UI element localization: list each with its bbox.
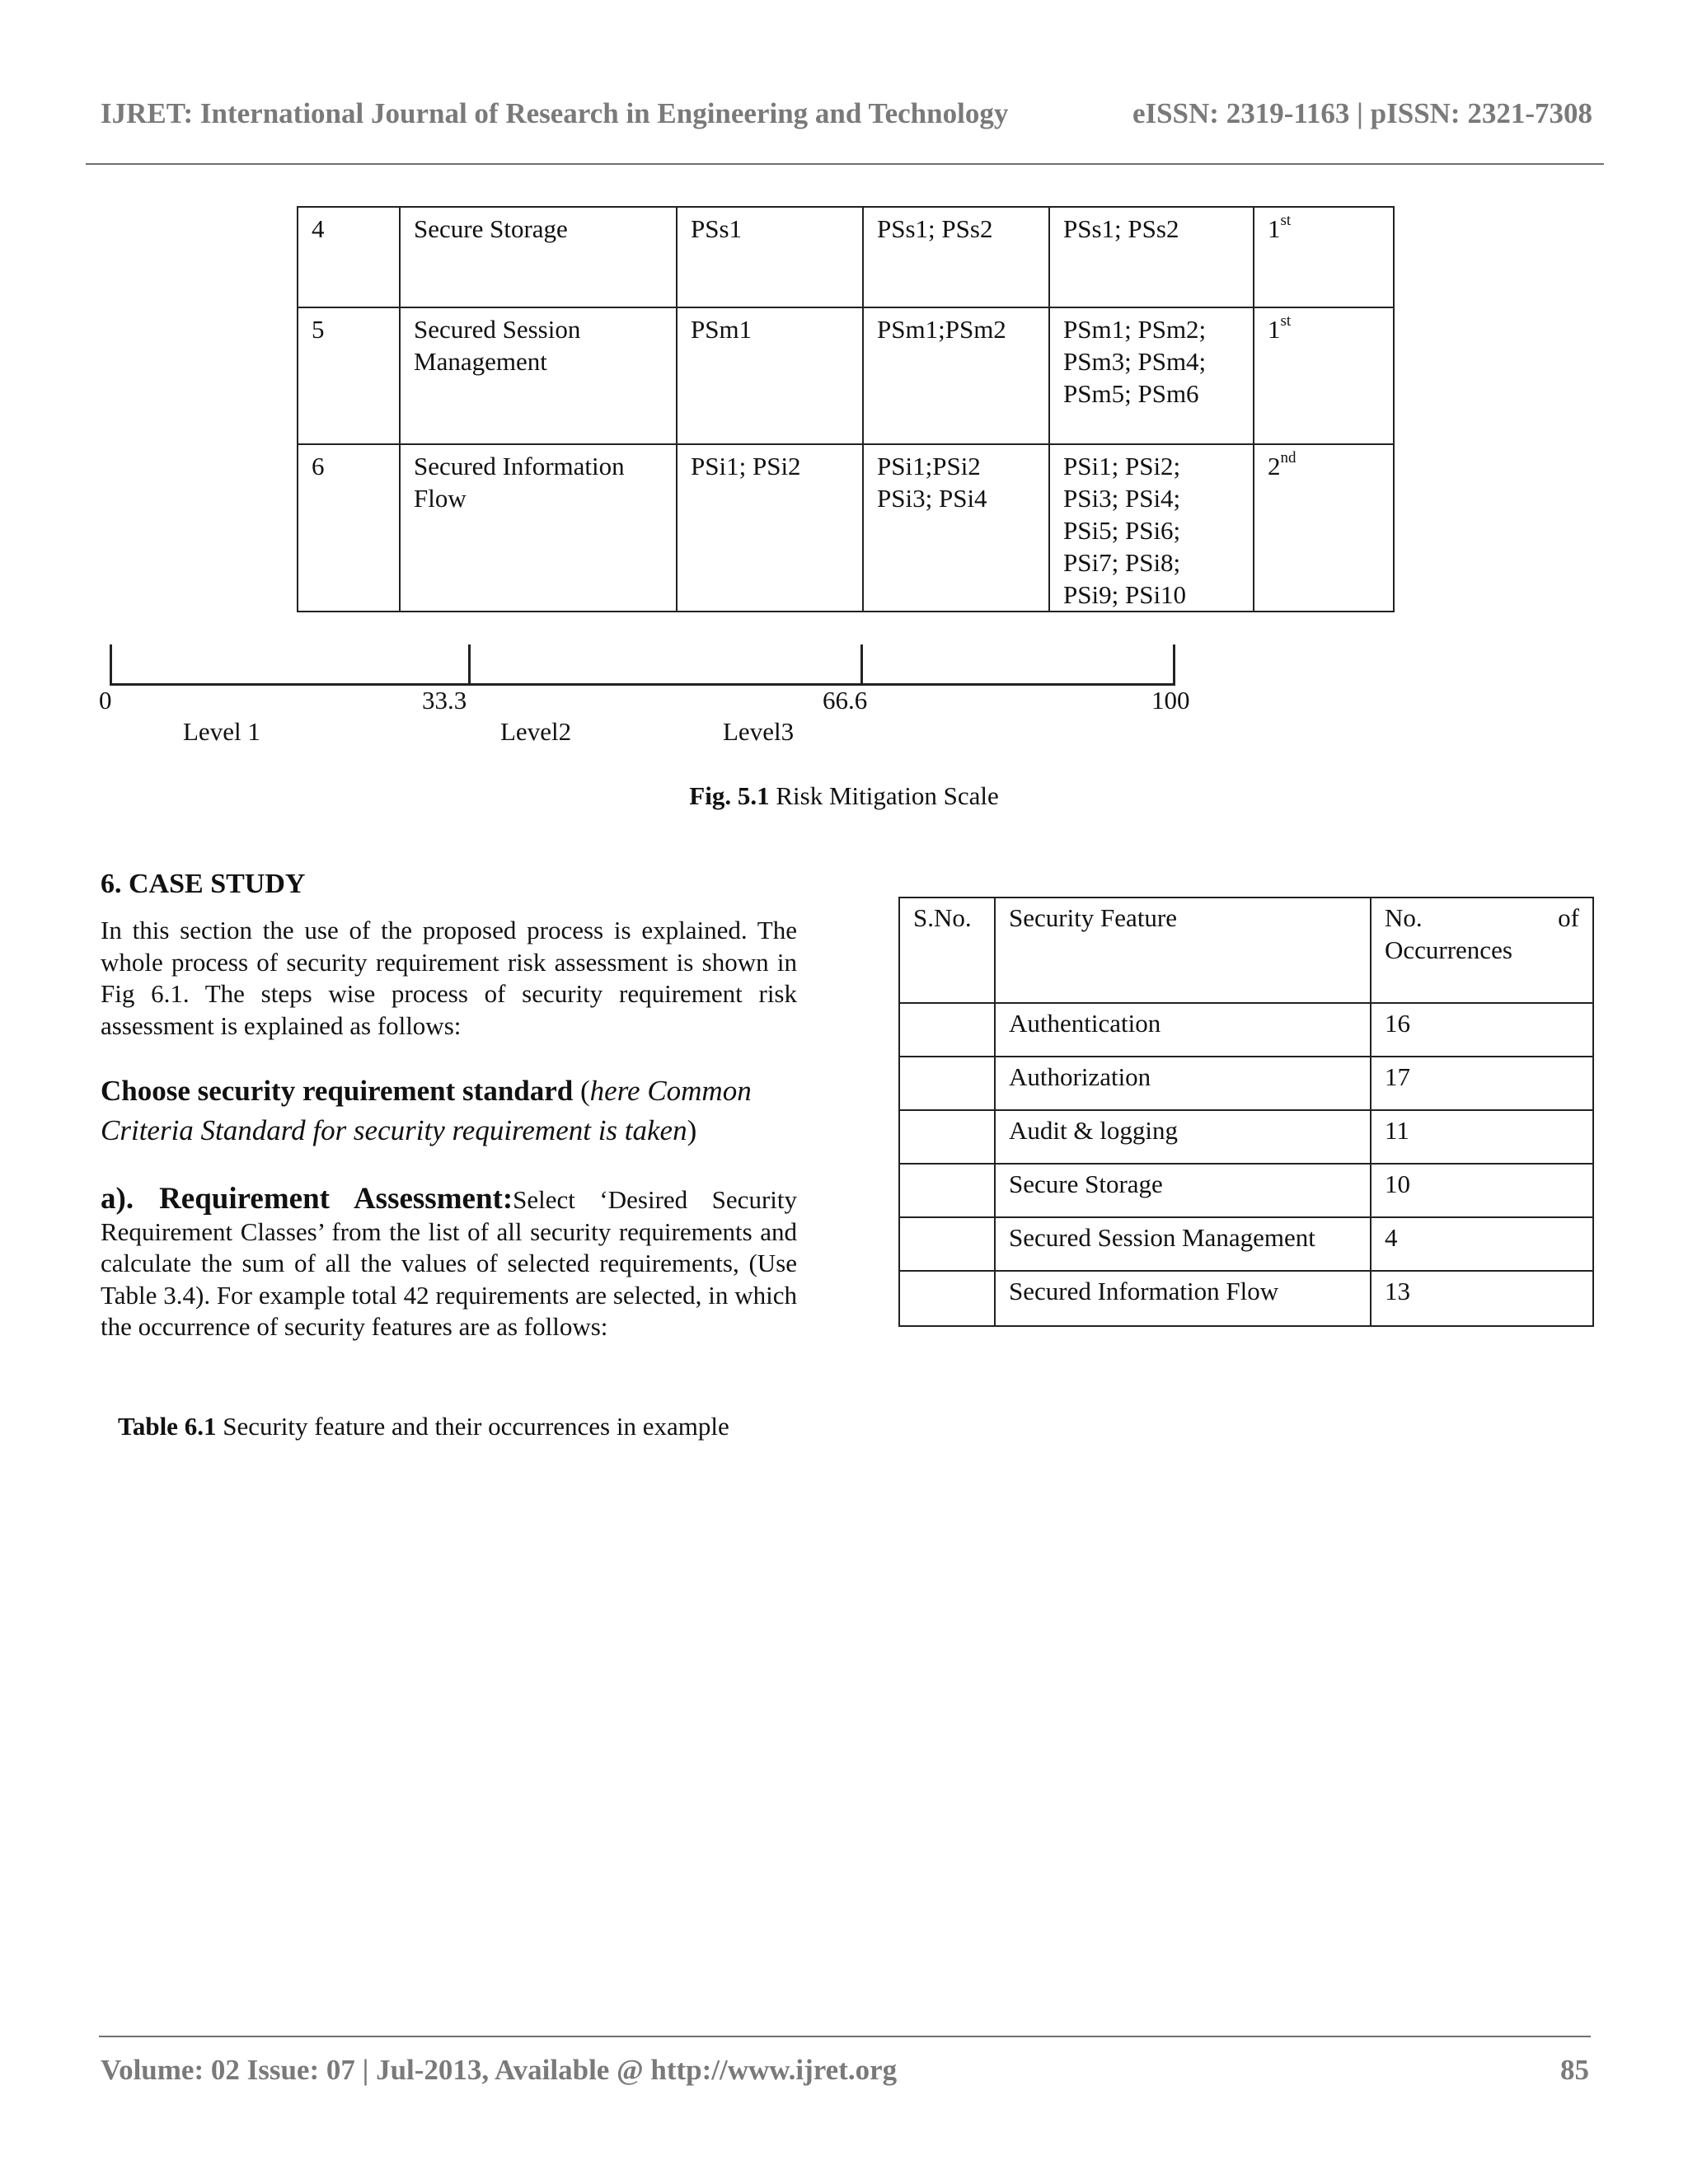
sno-cell — [899, 1110, 995, 1164]
scale-label: 0 — [99, 686, 112, 715]
table-row — [298, 207, 1394, 307]
standard-heading: Choose security requirement standard (here Common Criteria Standard for security requirement is taken) — [101, 1075, 752, 1146]
feature-cell: Secure Storage — [400, 207, 677, 307]
standard-italic: here Common Criteria Standard for security requirement is taken — [101, 1075, 752, 1146]
scale-tick — [860, 644, 863, 686]
scale-tick — [1173, 644, 1175, 686]
standard-bold: Choose security requirement standard — [101, 1075, 574, 1107]
table-row — [899, 1057, 1593, 1110]
count-cell: 13 — [1371, 1271, 1593, 1326]
occurrence-table — [898, 897, 1594, 1327]
rank-suffix: st — [1280, 312, 1292, 330]
table-row — [899, 1217, 1593, 1271]
table-row — [899, 1164, 1593, 1217]
count-cell: 16 — [1371, 1003, 1593, 1057]
scale-label: 100 — [1151, 686, 1190, 715]
level2-cell: PSs1; PSs2 — [863, 207, 1049, 307]
requirement-heading: a). Requirement Assessment: — [101, 1182, 513, 1216]
requirement-paragraph — [101, 1183, 797, 1343]
scale-tick — [468, 644, 471, 686]
level3-cell: PSi1; PSi2; PSi3; PSi4; PSi5; PSi6; PSi7; PSi8; PSi9; PSi10 — [1049, 444, 1254, 612]
table-caption-text: Security feature and their occurrences in example — [216, 1412, 729, 1441]
level1-cell: PSs1 — [677, 207, 863, 307]
scale-tick — [110, 644, 112, 686]
table-row — [899, 1003, 1593, 1057]
level2-cell: PSi1;PSi2 PSi3; PSi4 — [863, 444, 1049, 612]
feature-cell: Authorization — [995, 1057, 1371, 1110]
level1-cell: PSm1 — [677, 307, 863, 444]
rank-value: 2 — [1268, 452, 1281, 480]
scale-label: 66.6 — [823, 686, 868, 715]
table-row — [298, 444, 1394, 612]
journal-title: IJRET: International Journal of Research in Engineering and Technology — [101, 97, 1009, 129]
requirement-text: Select ‘Desired Security Requirement Classes’ from the list of all security requirements and calculate the sum of all the values of selected requirements, (Use Table 3.4). For example total 42 requirements are selected, in which the occurrence of security features are as follows: — [101, 1185, 797, 1341]
level2-cell: PSm1;PSm2 — [863, 307, 1049, 444]
count-cell: 4 — [1371, 1217, 1593, 1271]
level-label: Level3 — [723, 717, 795, 746]
level-label: Level2 — [500, 717, 572, 746]
row-number: 6 — [298, 444, 400, 612]
column-header — [1371, 898, 1593, 1003]
count-cell: 17 — [1371, 1057, 1593, 1110]
sno-cell — [899, 1217, 995, 1271]
table-header-row — [899, 898, 1593, 1003]
row-number: 5 — [298, 307, 400, 444]
rank-suffix: st — [1280, 211, 1292, 229]
occurrences-header: No. of Occurrences — [1385, 903, 1579, 964]
rank-value: 1 — [1268, 214, 1281, 243]
header-rule — [86, 163, 1604, 165]
feature-cell: Secured Session Management — [995, 1217, 1371, 1271]
column-header: Security Feature — [995, 898, 1371, 1003]
section-heading: 6. CASE STUDY — [101, 869, 306, 899]
table-row — [899, 1271, 1593, 1326]
volume-info: Volume: 02 Issue: 07 | Jul-2013, Available @ http://www.ijret.org — [101, 2054, 898, 2086]
level3-cell: PSs1; PSs2 — [1049, 207, 1254, 307]
feature-cell: Secured Session Management — [400, 307, 677, 444]
issn-text: eISSN: 2319-1163 | pISSN: 2321-7308 — [1132, 97, 1592, 129]
table-row — [899, 1110, 1593, 1164]
rank-cell — [1254, 444, 1394, 612]
page-header — [101, 97, 1592, 130]
feature-cell: Secure Storage — [995, 1164, 1371, 1217]
feature-cell: Secured Information Flow — [995, 1271, 1371, 1326]
level-label: Level 1 — [183, 717, 260, 746]
figure-label: Fig. 5.1 — [689, 781, 770, 810]
table-row — [298, 307, 1394, 444]
count-cell: 10 — [1371, 1164, 1593, 1217]
level3-cell: PSm1; PSm2; PSm3; PSm4; PSm5; PSm6 — [1049, 307, 1254, 444]
sno-cell — [899, 1271, 995, 1326]
row-number: 4 — [298, 207, 400, 307]
sno-cell — [899, 1057, 995, 1110]
section-paragraph: In this section the use of the proposed process is explained. The whole process of security requirement risk assessment is shown in Fig 6.1. The steps wise process of security requirement risk assessment is explained as follows: — [101, 916, 797, 1040]
count-cell: 11 — [1371, 1110, 1593, 1164]
rank-value: 1 — [1268, 315, 1281, 344]
page-number: 85 — [1560, 2054, 1589, 2086]
rank-cell — [1254, 207, 1394, 307]
footer-rule — [99, 2036, 1591, 2037]
feature-cell: Secured Information Flow — [400, 444, 677, 612]
scale-axis — [110, 683, 1175, 686]
risk-table — [297, 206, 1395, 612]
level1-cell: PSi1; PSi2 — [677, 444, 863, 612]
sno-cell — [899, 1164, 995, 1217]
table-label: Table 6.1 — [118, 1412, 217, 1441]
figure-caption-text: Risk Mitigation Scale — [769, 781, 999, 810]
scale-label: 33.3 — [422, 686, 467, 715]
rank-suffix: nd — [1280, 448, 1296, 466]
column-header: S.No. — [899, 898, 995, 1003]
figure-caption — [0, 781, 1688, 811]
feature-cell: Authentication — [995, 1003, 1371, 1057]
table-caption — [118, 1412, 729, 1441]
rank-cell — [1254, 307, 1394, 444]
feature-cell: Audit & logging — [995, 1110, 1371, 1164]
sno-cell — [899, 1003, 995, 1057]
page-footer — [101, 2054, 1589, 2087]
